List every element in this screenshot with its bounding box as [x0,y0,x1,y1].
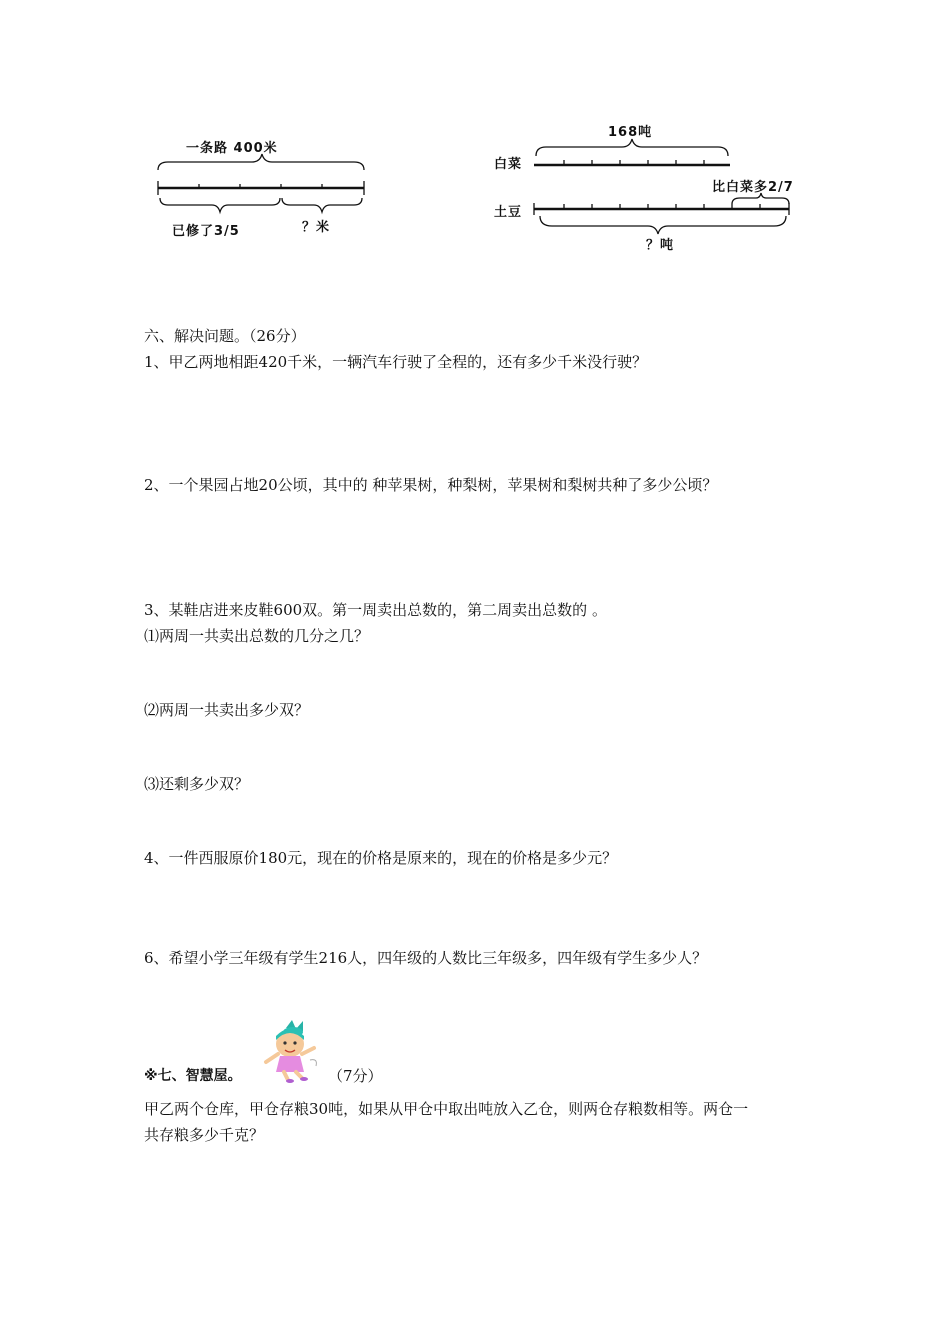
question-4: 4、一件西服原价180元，现在的价格是原来的，现在的价格是多少元？ [144,849,618,867]
question-1: 1、甲乙两地相距420千米，一辆汽车行驶了全程的，还有多少千米没行驶？ [144,353,648,371]
question-3-part-1: ⑴两周一共卖出总数的几分之几？ [144,627,370,645]
question-3-part-3: ⑶还剩多少双？ [144,775,250,793]
question-6: 6、希望小学三年级有学生216人，四年级的人数比三年级多，四年级有学生多少人？ [144,949,708,967]
cabbage-label: 白菜 [494,157,523,172]
section6-heading: 六、解决问题。（26分） [144,327,306,345]
veg-top-label: 168吨 [608,125,653,140]
section7-heading: ※七、智慧屋。 [144,1068,242,1084]
question-3: 3、某鞋店进来皮鞋600双。第一周卖出总数的，第二周卖出总数的 。 [144,601,607,619]
potato-label: 土豆 [494,205,523,220]
veg-question-label: ？吨 [646,238,675,253]
section7-problem-line1: 甲乙两个仓库，甲仓存粮30吨，如果从甲仓中取出吨放入乙仓，则两仓存粮数相等。两仓一 [144,1100,749,1118]
question-2: 2、一个果园占地20公顷，其中的 种苹果树，种梨树，苹果树和梨树共种了多少公顷？ [144,476,718,494]
road-remaining-label: ？米 [302,220,331,235]
section7-problem-line2: 共存粮多少千克？ [144,1126,265,1144]
section7-points: （7分） [328,1067,383,1085]
more-than-cabbage-label: 比白菜多2/7 [712,180,794,195]
road-repaired-label: 已修了3/5 [172,224,240,239]
question-3-part-2: ⑵两周一共卖出多少双？ [144,701,310,719]
road-total-label: 一条路 400米 [186,141,278,156]
